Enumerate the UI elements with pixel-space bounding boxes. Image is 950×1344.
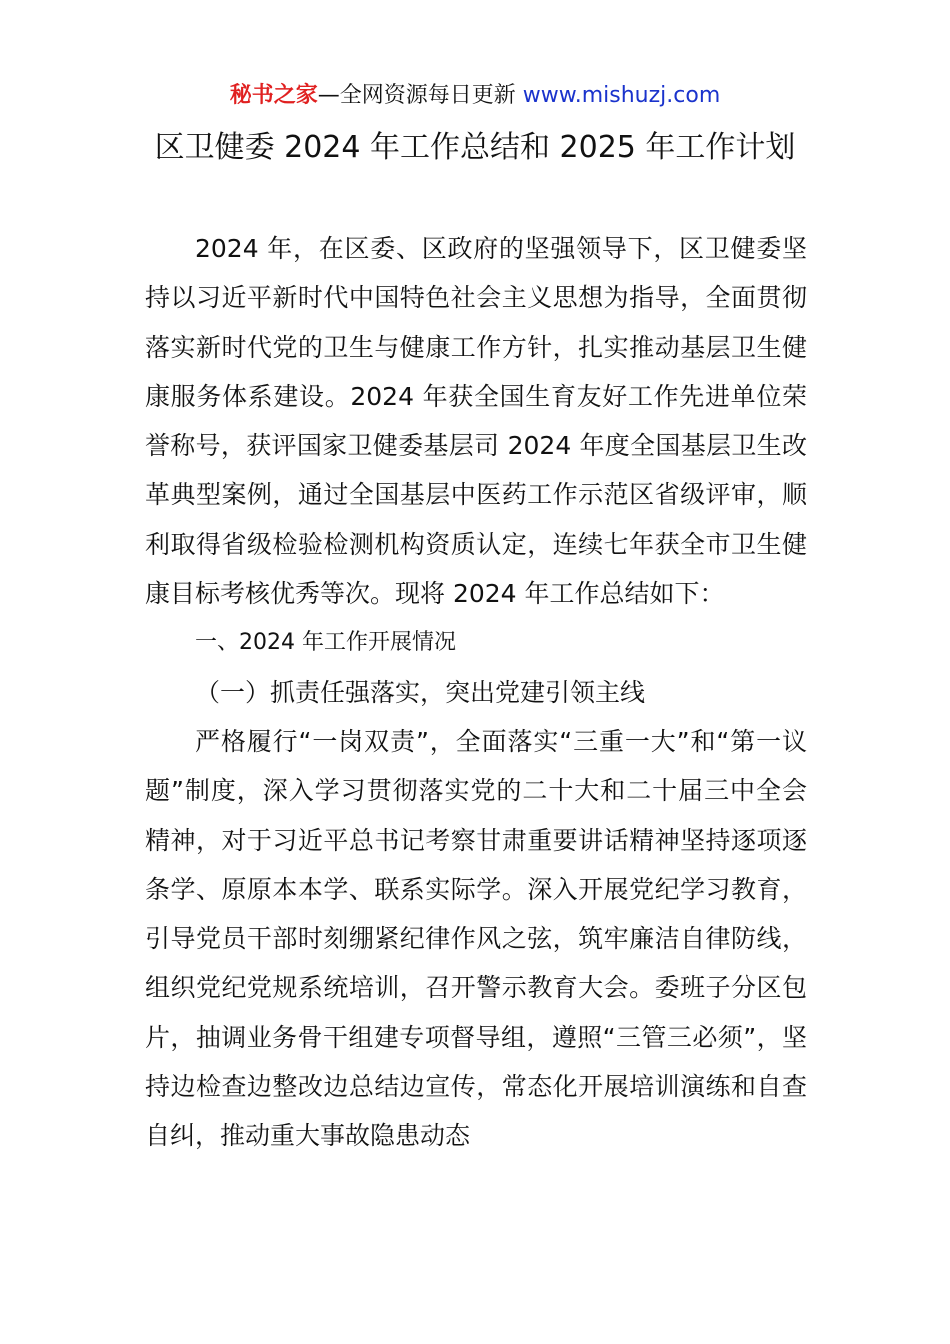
intro-paragraph: 2024 年，在区委、区政府的坚强领导下，区卫健委坚持以习近平新时代中国特色社会主义思想为指导，全面贯彻落实新时代党的卫生与健康工作方针，扎实推动基层卫生健康服务体系建设。2024 年获全国生育友好工作先进单位荣誉称号，获评国家卫健委基层司 2024 年度全国基层卫生改革典型案例，通过全国基层中医药工作示范区省级评审，顺利取得省级检验检测机构资质认定，连续七年获全市卫生健康目标考核优秀等次。现将 2024 年工作总结如下： [145,234,807,609]
site-header [0,80,950,112]
document-title: 区卫健委 2024 年工作总结和 2025 年工作计划 [154,130,796,165]
section-heading: 一、2024 年工作开展情况 [195,630,456,656]
site-url-link[interactable]: www.mishuzj.com [522,83,721,108]
document-body [145,224,807,1161]
site-brand: 秘书之家 [229,83,318,108]
subsection-heading: （一）抓责任强落实，突出党建引领主线 [195,677,646,707]
site-tagline: —全网资源每日更新 [317,83,523,108]
body-paragraph: 严格履行“一岗双责”，全面落实“三重一大”和“第一议题”制度，深入学习贯彻落实党的二十大和二十届三中全会精神，对于习近平总书记考察甘肃重要讲话精神坚持逐项逐条学、原原本本学、联系实际学。深入开展党纪学习教育，引导党员干部时刻绷紧纪律作风之弦，筑牢廉洁自律防线，组织党纪党规系统培训，召开警示教育大会。委班子分区包片，抽调业务骨干组建专项督导组，遵照“三管三必须”，坚持边检查边整改边总结边宣传，常态化开展培训演练和自查自纠，推动重大事故隐患动态 [145,726,807,1151]
